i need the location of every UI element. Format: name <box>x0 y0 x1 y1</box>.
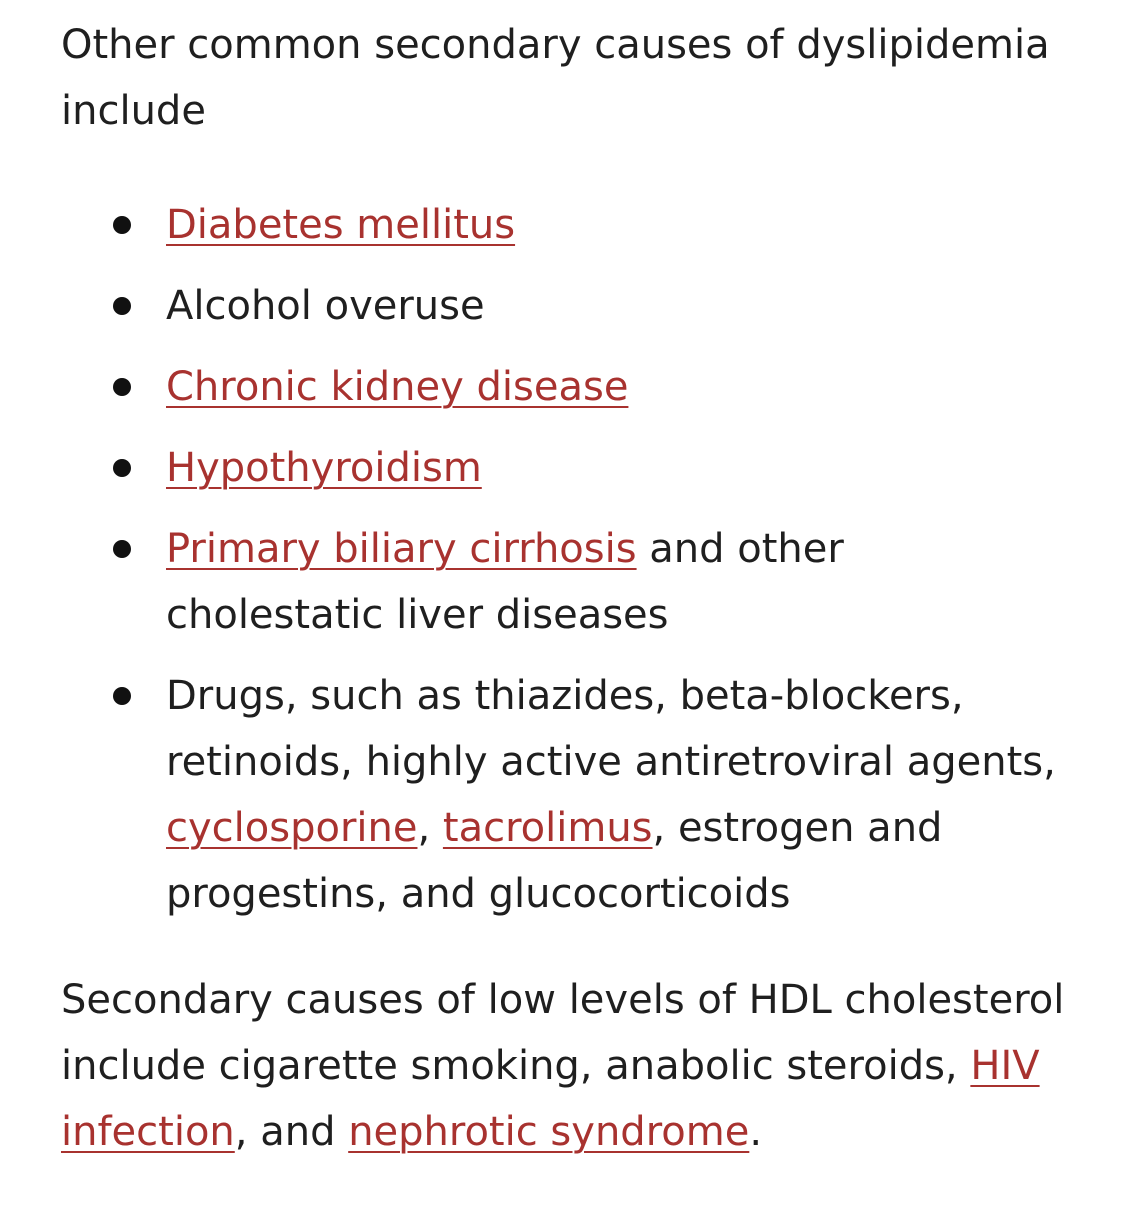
list-item <box>166 663 1065 927</box>
cyclosporine-link[interactable]: cyclosporine <box>166 805 418 851</box>
tacrolimus-link[interactable]: tacrolimus <box>442 805 653 851</box>
drugs-separator: , <box>417 805 443 851</box>
list-item <box>166 273 1065 339</box>
list-item <box>166 354 1065 420</box>
list-item <box>166 516 1065 648</box>
secondary-causes-list <box>61 192 1065 927</box>
hiv-infection-link[interactable]: HIV infection <box>61 1043 1040 1155</box>
drugs-text: Drugs, such as thiazides, beta-blockers, retinoids, highly active antiretroviral agents, <box>166 673 1056 785</box>
hypothyroidism-link[interactable]: Hypothyroidism <box>166 445 482 491</box>
intro-paragraph: Other common secondary causes of dyslipidemia include <box>61 22 1050 134</box>
primary-biliary-cirrhosis-link[interactable]: Primary biliary cirrhosis <box>166 526 637 572</box>
cholestatic-text: and other cholestatic liver diseases <box>166 526 844 638</box>
chronic-kidney-disease-link[interactable]: Chronic kidney disease <box>166 364 629 410</box>
drugs-suffix-text: , estrogen and progestins, and glucocorticoids <box>166 805 943 917</box>
alcohol-overuse-text: Alcohol overuse <box>166 283 485 329</box>
hdl-middle-text: , and <box>234 1109 349 1155</box>
hdl-paragraph <box>61 967 1065 1165</box>
nephrotic-syndrome-link[interactable]: nephrotic syndrome <box>348 1109 750 1155</box>
list-item <box>166 192 1065 258</box>
list-item <box>166 435 1065 501</box>
hdl-text: Secondary causes of low levels of HDL cholesterol include cigarette smoking, anabolic steroids, <box>61 977 1065 1089</box>
diabetes-mellitus-link[interactable]: Diabetes mellitus <box>166 202 516 248</box>
hdl-period: . <box>749 1109 763 1155</box>
